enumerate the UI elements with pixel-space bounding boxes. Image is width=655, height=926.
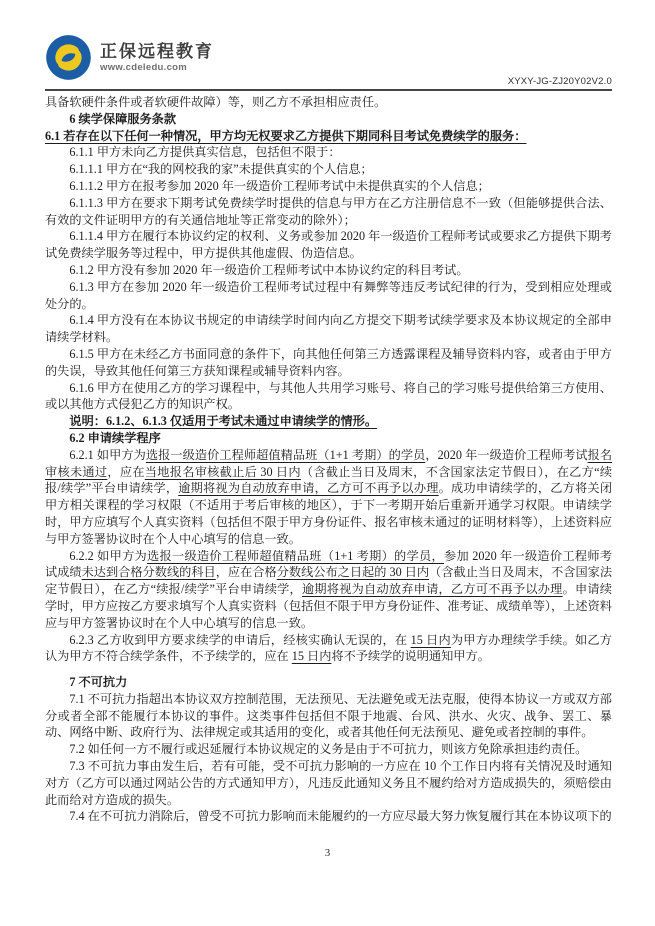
paragraph [45, 808, 612, 825]
header-divider [45, 89, 612, 91]
text-run: 将不予续学的说明通知甲方。 [331, 649, 490, 664]
text-run: 逾期将视为自动放弃申请，乙方可不再予以办理 [178, 481, 439, 496]
text-run: ，2020 年一级造价工程师考试 [425, 447, 588, 462]
text-run: 7.4 在不可抗力消除后，曾受不可抗力影响而未能履约的一方应尽最大努力恢复履行其在本协议项下的 [69, 809, 612, 824]
text-run: 报名审核未通过 [45, 447, 613, 479]
text-run: 6.1.1.4 甲方在履行本协议约定的权利、义务或参加 2020 年一级造价工程师考试或要求乙方提供下期考试免费续学服务等过程中，甲方提供其他虚假、伪造信息。 [45, 229, 612, 261]
text-run: 6.1 若存在以下任何一种情况，甲方均无权要求乙方提供下期同科目考试免费续学的服务： [45, 128, 527, 143]
text-run: 6.1.6 甲方在使用乙方的学习课程中，与其他人共用学习账号、将自己的学习账号提供给第三方使用、或以其他方式侵犯乙方的知识产权。 [45, 380, 612, 412]
paragraph [45, 144, 612, 161]
brand-name: 正保远程教育 [100, 41, 214, 61]
text-run: 。成功申请续学的，乙方将关闭甲方相关课程的学习权限（不适用于考后审核的地区），于下一考期开始后重新开通学习权限。申请续学时，甲方应填写个人真实资料（包括但不限于甲方身份证件、报名审核未通过的证明材料等），上述资料应与甲方签署协议时在个人中心填写的信息一致。 [45, 481, 613, 546]
paragraph [45, 128, 612, 145]
text-run: ，应在合格 [215, 565, 277, 580]
text-run: 选报一级造价工程师超值精品班（1+1 考期）的学员 [145, 447, 426, 462]
text-run: 6.1.1.3 甲方在要求下期考试免费续学时提供的信息与甲方在乙方注册信息不一致（但能够提供合法、有效的文件证明甲方的有关通信地址等正常变动的除外）； [45, 195, 612, 227]
text-run: 6.1.1.1 甲方在“我的网校我的家”未提供真实的个人信息； [69, 162, 373, 177]
paragraph [45, 94, 612, 111]
text-run: 说明：6.1.2、6.1.3 仅适用于考试未通过申请续学的情形。 [69, 414, 378, 429]
text-run: 6.2.3 乙方收到甲方要求续学的申请后，经核实确认无误的，在 [69, 632, 411, 647]
document-code: XYXY-JG-ZJ20Y02V2.0 [507, 76, 612, 87]
text-run: 6 续学保障服务条款 [69, 111, 177, 126]
brand-website: www.cdeledu.com [100, 61, 188, 73]
text-run: 为甲方办理续学手续。如乙方认为甲方不符合续学条件，不予续学的，应在 [45, 632, 612, 664]
text-run: 15 日内 [410, 632, 451, 647]
text-run: 6.1.1 甲方未向乙方提供真实信息，包括但不限于： [69, 145, 341, 160]
brand-text-block [100, 42, 214, 74]
text-run: 。申请续学时，甲方应按乙方要求填写个人真实资料（包括但不限于甲方身份证件、准考证、成绩单等），上述资料应与甲方签署协议时在个人中心填写的信息一致。 [45, 582, 613, 630]
paragraph [45, 632, 612, 666]
brand-logo-icon [45, 34, 92, 81]
text-run: 分数线公布之日起的 30 日内 [276, 565, 430, 580]
text-run: 未达到合格分数线的科目 [81, 565, 216, 580]
text-run: 当地报名审核截止后 30 日内 [144, 464, 301, 479]
text-run: 逾期将视为自动放弃申请，乙方可不再予以办理 [301, 582, 563, 597]
text-run: 参加 2020 年一级造价工程师考试成绩 [45, 548, 613, 580]
text-run: 具备软硬件条件或者软硬件故障）等，则乙方不承担相应责任。 [45, 95, 387, 109]
text-run: 7.2 如任何一方不履行或迟延履行本协议规定的义务是由于不可抗力，则该方免除承担违约责任。 [69, 742, 588, 757]
paragraph [45, 447, 612, 548]
text-run: ，应在 [107, 464, 145, 479]
paragraph [45, 279, 612, 313]
paragraph [45, 228, 612, 262]
paragraph [45, 674, 612, 691]
paragraph [45, 195, 612, 229]
text-run: 7.3 不可抗力事由发生后，若有可能，受不可抗力影响的一方应在 10 个工作日内将有关情况及时通知对方（乙方可以通过网站公告的方式通知甲方），凡违反此通知义务且不履约给对方造成损失的，须赔偿由此而给对方造成的损失。 [45, 759, 612, 807]
paragraph [45, 161, 612, 178]
text-run: 6.1.4 甲方没有在本协议书规定的申请续学时间内向乙方提交下期考试续学要求及本协议规定的全部申请续学材料。 [45, 313, 612, 345]
paragraph [45, 548, 612, 632]
page-number: 3 [324, 847, 331, 859]
paragraph [45, 691, 612, 741]
text-run: 15 日内 [291, 649, 332, 664]
text-run: 选报一级造价工程师超值精品班（1+1 考期）的学员， [147, 548, 444, 563]
paragraph [45, 346, 612, 380]
text-run: 6.1.3 甲方在参加 2020 年一级造价工程师考试过程中有舞弊等违反考试纪律的行为，受到相应处理或处分的。 [45, 279, 612, 311]
text-run: 7.1 不可抗力指超出本协议双方控制范围，无法预见、无法避免或无法克服，使得本协议一方或双方部分或者全部不能履行本协议的事件。这类事件包括但不限于地震、台风、洪水、火灾、战争、罢工、暴动、网络中断、政府行为、法律规定或其适用的变化，或者其他任何无法预见、避免或者控制的事件。 [45, 691, 612, 740]
brand-logo [45, 34, 612, 81]
paragraph [45, 262, 612, 279]
paragraph [45, 178, 612, 195]
text-run: 6.1.1.2 甲方在报考参加 2020 年一级造价工程师考试中未提供真实的个人信息； [69, 178, 490, 193]
paragraph [45, 380, 612, 414]
paragraph [45, 312, 612, 346]
text-run: 6.1.2 甲方没有参加 2020 年一级造价工程师考试中本协议约定的科目考试。 [69, 262, 469, 277]
text-run: 6.2.1 如甲方为 [69, 447, 146, 462]
text-run: 6.2 申请续学程序 [69, 430, 161, 445]
paragraph [45, 430, 612, 447]
document-body [45, 94, 612, 825]
text-run: （含截止当日及周末，不含国家法定节假日），在乙方“续报/续学”平台申请续学， [45, 464, 613, 496]
paragraph [45, 413, 612, 430]
text-run: 6.2.2 如甲方为 [69, 548, 148, 563]
text-run: 6.1.5 甲方在未经乙方书面同意的条件下，向其他任何第三方透露课程及辅导资料内容，或者由于甲方的失误，导致其他任何第三方获知课程或辅导资料内容。 [45, 346, 612, 378]
paragraph [45, 111, 612, 128]
paragraph [45, 758, 612, 808]
page-header [45, 34, 612, 89]
paragraph [45, 741, 612, 758]
text-run: 7 不可抗力 [69, 675, 128, 690]
text-run: （含截止当日及周末，不含国家法定节假日），在乙方“续报/续学”平台申请续学， [45, 565, 613, 597]
